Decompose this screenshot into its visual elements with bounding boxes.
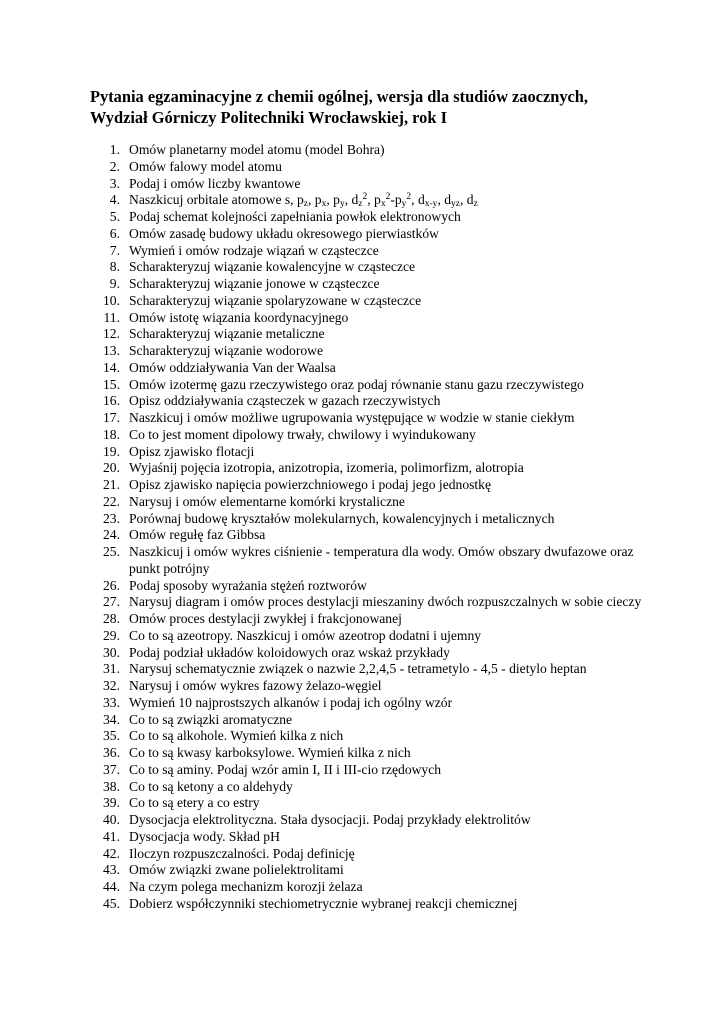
- question-item: [90, 192, 690, 209]
- question-text: Omów istotę wiązania koordynacyjnego: [129, 309, 349, 325]
- question-number: 15.: [103, 376, 120, 392]
- question-item: [90, 846, 690, 863]
- question-text: Co to są etery a co estry: [129, 795, 260, 811]
- question-number: 12.: [103, 326, 120, 342]
- question-number: 35.: [103, 728, 120, 744]
- orbital-text: Naszkicuj orbitale atomowe s, p: [129, 192, 304, 208]
- question-item: [90, 762, 690, 779]
- question-number: 10.: [103, 292, 120, 308]
- question-number: 6.: [109, 225, 120, 241]
- question-number: 31.: [103, 661, 120, 677]
- orbital-subscript: x: [380, 199, 386, 210]
- question-text: Narysuj schematycznie związek o nazwie 2,2,4,5 - tetrametylo - 4,5 - dietylo heptan: [129, 661, 587, 677]
- question-item: [90, 360, 690, 377]
- question-number: 44.: [103, 879, 120, 894]
- question-item: [90, 611, 690, 628]
- question-number: 38.: [103, 778, 120, 794]
- question-number: 43.: [103, 862, 120, 878]
- title-line-1: Pytania egzaminacyjne z chemii ogólnej, wersja dla studiów zaocznych,: [90, 87, 589, 106]
- title-line-2: Wydział Górniczy Politechniki Wrocławskiej, rok I: [90, 107, 447, 127]
- question-item: [90, 142, 690, 159]
- question-item: [90, 159, 690, 176]
- question-item: [90, 343, 690, 360]
- question-text: Omów regułę faz Gibbsa: [129, 527, 266, 543]
- question-item: [90, 645, 690, 662]
- question-text: Scharakteryzuj wiązanie jonowe w cząsteczce: [129, 276, 380, 291]
- question-text: Omów zasadę budowy układu okresowego pierwiastków: [129, 225, 439, 241]
- question-text: Wymień 10 najprostszych alkanów i podaj ich ogólny wzór: [129, 694, 453, 710]
- question-item: [90, 829, 690, 846]
- question-number: 8.: [109, 259, 120, 275]
- question-number: 26.: [103, 577, 120, 593]
- orbital-subscript: 2: [362, 192, 368, 203]
- question-number: 41.: [103, 828, 120, 844]
- orbital-subscript: z: [303, 199, 308, 210]
- question-number: 21.: [103, 477, 120, 492]
- question-number: 5.: [109, 209, 120, 224]
- question-text: Dobierz współczynniki stechiometrycznie wybranej reakcji chemicznej: [129, 895, 518, 911]
- question-number: 2.: [109, 158, 120, 174]
- question-number: 17.: [103, 410, 120, 425]
- question-item: [90, 695, 690, 712]
- question-text: Co to są alkohole. Wymień kilka z nich: [129, 728, 344, 744]
- question-number: 11.: [103, 309, 120, 325]
- question-text: Co to są związki aromatyczne: [129, 711, 293, 727]
- document-title: [90, 87, 690, 128]
- question-text: Podaj schemat kolejności zapełniania powłok elektronowych: [129, 209, 461, 224]
- question-item: [90, 393, 690, 410]
- question-item: [90, 226, 690, 243]
- question-text: Porównaj budowę kryształów molekularnych, kowalencyjnych i metalicznych: [129, 510, 555, 526]
- question-number: 22.: [103, 493, 120, 509]
- question-item: [90, 259, 690, 276]
- question-item: [90, 494, 690, 511]
- question-item: [90, 427, 690, 444]
- question-item: [90, 812, 690, 829]
- question-text: Opisz oddziaływania cząsteczek w gazach rzeczywistych: [129, 393, 441, 409]
- question-text: Omów proces destylacji zwykłej i frakcjonowanej: [129, 611, 402, 626]
- question-number: 36.: [103, 745, 120, 760]
- question-item: [90, 678, 690, 695]
- question-text: Scharakteryzuj wiązanie spolaryzowane w cząsteczce: [129, 292, 422, 308]
- question-item: [90, 779, 690, 796]
- question-number: 28.: [103, 611, 120, 626]
- question-text: Naszkicuj i omów możliwe ugrupowania występujące w wodzie w stanie ciekłym: [129, 410, 575, 425]
- question-number: 16.: [103, 393, 120, 409]
- question-item: [90, 795, 690, 812]
- question-text: Omów falowy model atomu: [129, 158, 282, 174]
- question-item: [90, 176, 690, 193]
- question-item: [90, 243, 690, 260]
- question-number: 7.: [109, 242, 120, 258]
- question-number: 37.: [103, 761, 120, 777]
- orbital-subscript: y: [339, 199, 345, 210]
- question-text: Scharakteryzuj wiązanie metaliczne: [129, 326, 325, 342]
- orbital-subscript: y: [401, 199, 407, 210]
- question-text: Na czym polega mechanizm korozji żelaza: [129, 879, 363, 894]
- question-text: Naszkicuj i omów wykres ciśnienie - temperatura dla wody. Omów obszary dwufazowe oraz punkt potrójny: [129, 544, 634, 576]
- question-number: 42.: [103, 845, 120, 861]
- question-item: [90, 578, 690, 595]
- question-item: [90, 293, 690, 310]
- question-item: [90, 477, 690, 494]
- orbital-subscript: z: [358, 199, 363, 210]
- question-text: Dysocjacja elektrolityczna. Stała dysocjacji. Podaj przykłady elektrolitów: [129, 812, 531, 827]
- question-item: [90, 511, 690, 528]
- question-text: Co to są ketony a co aldehydy: [129, 778, 293, 794]
- question-number: 40.: [103, 812, 120, 827]
- question-text: Wyjaśnij pojęcia izotropia, anizotropia, izomeria, polimorfizm, alotropia: [129, 460, 524, 476]
- question-item: [90, 745, 690, 762]
- question-number: 14.: [103, 359, 120, 375]
- question-number: 27.: [103, 594, 120, 610]
- question-text: Opisz zjawisko napięcia powierzchniowego i podaj jego jednostkę: [129, 477, 492, 492]
- question-number: 13.: [103, 343, 120, 358]
- question-text: Co to są kwasy karboksylowe. Wymień kilka z nich: [129, 745, 411, 760]
- question-text: Narysuj i omów elementarne komórki krystaliczne: [129, 493, 405, 509]
- orbital-subscript: z: [473, 199, 478, 210]
- question-text: Podaj sposoby wyrażania stężeń roztworów: [129, 577, 367, 593]
- question-item: [90, 628, 690, 645]
- question-item: [90, 594, 690, 611]
- orbital-subscript: 2: [406, 192, 412, 203]
- question-text: Naszkicuj orbitale atomowe s, $p_z$, $p_x$, $p_y$, $d_z^2$, $p_x^2-p_y^2$, $d_{x-y}$, $d_{yz}$, $d_z$: [129, 192, 478, 210]
- question-item: [90, 544, 690, 578]
- question-list: [90, 142, 690, 913]
- question-number: 1.: [109, 142, 120, 157]
- question-number: 25.: [103, 544, 120, 559]
- question-item: [90, 527, 690, 544]
- question-item: [90, 209, 690, 226]
- question-text: Co to są aminy. Podaj wzór amin I, II i III-cio rzędowych: [129, 761, 442, 777]
- question-text: Co to są azeotropy. Naszkicuj i omów azeotrop dodatni i ujemny: [129, 627, 482, 643]
- orbital-subscript: x-y: [424, 199, 438, 210]
- question-text: Omów związki zwane polielektrolitami: [129, 862, 344, 878]
- question-text: Omów planetarny model atomu (model Bohra): [129, 142, 385, 157]
- orbital-subscript: yz: [451, 199, 460, 210]
- question-item: [90, 444, 690, 461]
- question-number: 20.: [103, 460, 120, 476]
- question-text: Co to jest moment dipolowy trwały, chwilowy i wyindukowany: [129, 426, 476, 442]
- orbital-subscript: x: [321, 199, 327, 210]
- question-item: [90, 377, 690, 394]
- question-text: Omów izotermę gazu rzeczywistego oraz podaj równanie stanu gazu rzeczywistego: [129, 376, 584, 392]
- question-text: Opisz zjawisko flotacji: [129, 443, 255, 459]
- question-text: Narysuj i omów wykres fazowy żelazo-węgiel: [129, 678, 382, 693]
- question-item: [90, 460, 690, 477]
- question-number: 39.: [103, 795, 120, 811]
- question-number: 18.: [103, 426, 120, 442]
- question-number: 33.: [103, 694, 120, 710]
- question-number: 9.: [109, 276, 120, 291]
- question-text: Narysuj diagram i omów proces destylacji mieszaniny dwóch rozpuszczalnych w sobie cieczy: [129, 594, 642, 610]
- question-number: 19.: [103, 443, 120, 459]
- question-item: [90, 712, 690, 729]
- question-text: Wymień i omów rodzaje wiązań w cząsteczce: [129, 242, 379, 258]
- question-item: [90, 879, 690, 896]
- question-number: 29.: [103, 627, 120, 643]
- question-item: [90, 896, 690, 913]
- question-text: Omów oddziaływania Van der Waalsa: [129, 359, 336, 375]
- question-item: [90, 410, 690, 427]
- question-item: [90, 310, 690, 327]
- question-number: 3.: [109, 175, 120, 191]
- question-number: 24.: [103, 527, 120, 543]
- question-number: 23.: [103, 510, 120, 526]
- orbital-subscript: 2: [385, 192, 391, 203]
- question-item: [90, 326, 690, 343]
- question-item: [90, 661, 690, 678]
- question-number: 32.: [103, 678, 120, 693]
- question-text: Podaj i omów liczby kwantowe: [129, 175, 301, 191]
- question-number: 30.: [103, 644, 120, 660]
- question-number: 4.: [109, 192, 120, 208]
- question-text: Podaj podział układów koloidowych oraz wskaż przykłady: [129, 644, 450, 660]
- question-number: 34.: [103, 711, 120, 727]
- question-item: [90, 728, 690, 745]
- question-text: Dysocjacja wody. Skład pH: [129, 828, 280, 844]
- question-item: [90, 862, 690, 879]
- question-text: Scharakteryzuj wiązanie kowalencyjne w cząsteczce: [129, 259, 416, 275]
- question-item: [90, 276, 690, 293]
- question-text: Scharakteryzuj wiązanie wodorowe: [129, 343, 324, 358]
- question-text: Iloczyn rozpuszczalności. Podaj definicję: [129, 845, 355, 861]
- question-number: 45.: [103, 895, 120, 911]
